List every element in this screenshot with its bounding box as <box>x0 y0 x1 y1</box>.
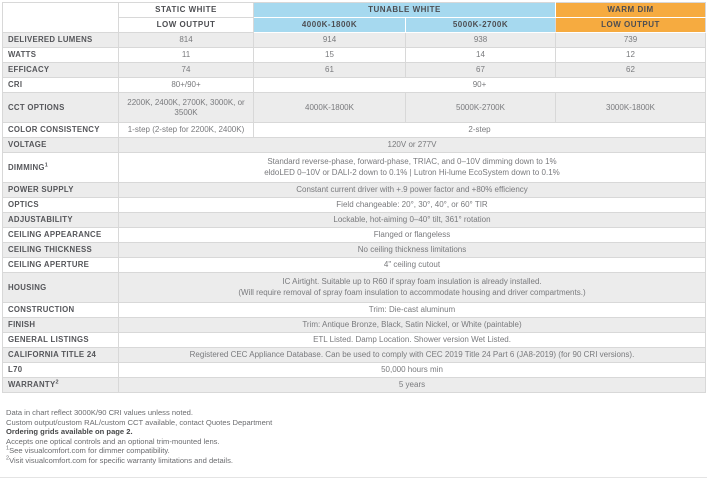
cell-cri-1: 90+ <box>254 78 706 93</box>
cell-delivered-lumens-0: 814 <box>119 33 254 48</box>
table-row-warranty <box>3 378 706 393</box>
row-label-ceiling-thickness: CEILING THICKNESS <box>3 243 119 258</box>
subheader-0-low-output: LOW OUTPUT <box>119 18 254 33</box>
subheader-1-4000k-1800k: 4000K-1800K <box>254 18 406 33</box>
row-label-watts: WATTS <box>3 48 119 63</box>
cell-l70-0: 50,000 hours min <box>119 363 706 378</box>
cell-delivered-lumens-2: 938 <box>406 33 556 48</box>
cell-dimming-0: Standard reverse-phase, forward-phase, TRIAC, and 0–10V dimming down to 1% eldoLED 0–10V or DALI-2 down to 0.1% | Lutron Hi-lume EcoSystem down to 0.1% <box>119 153 706 183</box>
table-row-cct-options <box>3 93 706 123</box>
cell-ceiling-thickness-0: No ceiling thickness limitations <box>119 243 706 258</box>
header-group-warm-dim: WARM DIM <box>556 3 706 18</box>
cell-ceiling-aperture-0: 4" ceiling cutout <box>119 258 706 273</box>
footnote-line-3: Ordering grids available on page 2. <box>6 427 133 437</box>
cell-color-consistency-0: 1-step (2-step for 2200K, 2400K) <box>119 123 254 138</box>
cell-cct-options-0: 2200K, 2400K, 2700K, 3000K, or 3500K <box>119 93 254 123</box>
cell-power-supply-0: Constant current driver with +.9 power factor and +80% efficiency <box>119 183 706 198</box>
cell-color-consistency-1: 2-step <box>254 123 706 138</box>
footnote-ref: 1 <box>44 161 49 168</box>
table-row-construction <box>3 303 706 318</box>
cell-cct-options-3: 3000K-1800K <box>556 93 706 123</box>
spec-table-header <box>3 3 706 33</box>
table-row-ceiling-appearance <box>3 228 706 243</box>
row-label-dimming: DIMMING$^1$ <box>3 153 119 183</box>
footnote-line-2: Custom output/custom RAL/custom CCT available, contact Quotes Department <box>6 417 273 427</box>
row-label-california-title-24: CALIFORNIA TITLE 24 <box>3 348 119 363</box>
subheader-2-5000k-2700k: 5000K-2700K <box>406 18 556 33</box>
cell-housing-0: IC Airtight. Suitable up to R60 if spray foam insulation is already installed. (Will require removal of spray foam insulation to accommodate housing and driver compartments.) <box>119 273 706 303</box>
table-row-california-title-24 <box>3 348 706 363</box>
cell-ceiling-appearance-0: Flanged or flangeless <box>119 228 706 243</box>
footnote-line-5: $^1$See visualcomfort.com for dimmer compatibility. <box>6 445 170 456</box>
cell-adjustability-0: Lockable, hot-aiming 0–40° tilt, 361° rotation <box>119 213 706 228</box>
table-row-l70 <box>3 363 706 378</box>
row-label-ceiling-aperture: CEILING APERTURE <box>3 258 119 273</box>
row-label-efficacy: EFFICACY <box>3 63 119 78</box>
row-label-voltage: VOLTAGE <box>3 138 119 153</box>
row-label-color-consistency: COLOR CONSISTENCY <box>3 123 119 138</box>
footnote-line-1: Data in chart reflect 3000K/90 CRI values unless noted. <box>6 408 193 417</box>
header-group-static-white: STATIC WHITE <box>119 3 254 18</box>
row-label-power-supply: POWER SUPPLY <box>3 183 119 198</box>
cell-general-listings-0: ETL Listed. Damp Location. Shower version Wet Listed. <box>119 333 706 348</box>
cell-delivered-lumens-1: 914 <box>254 33 406 48</box>
cell-efficacy-1: 61 <box>254 63 406 78</box>
footnote-line-4: Accepts one optical controls and an optional trim-mounted lens. <box>6 436 220 446</box>
header-group-tunable-white: TUNABLE WHITE <box>254 3 556 18</box>
cell-construction-0: Trim: Die-cast aluminum <box>119 303 706 318</box>
footnote-marker: 1 <box>6 445 10 452</box>
row-label-warranty: WARRANTY$^2$ <box>3 378 119 393</box>
table-row-color-consistency <box>3 123 706 138</box>
subheader-3-low-output: LOW OUTPUT <box>556 18 706 33</box>
table-row-ceiling-thickness <box>3 243 706 258</box>
row-label-general-listings: GENERAL LISTINGS <box>3 333 119 348</box>
cell-watts-3: 12 <box>556 48 706 63</box>
row-label-adjustability: ADJUSTABILITY <box>3 213 119 228</box>
table-row-cri <box>3 78 706 93</box>
row-label-construction: CONSTRUCTION <box>3 303 119 318</box>
table-row-delivered-lumens <box>3 33 706 48</box>
cell-delivered-lumens-3: 739 <box>556 33 706 48</box>
cell-cct-options-1: 4000K-1800K <box>254 93 406 123</box>
table-row-finish <box>3 318 706 333</box>
table-row-efficacy <box>3 63 706 78</box>
footnote-line-6: $^2$Visit visualcomfort.com for specific warranty limitations and details. <box>6 455 234 465</box>
row-label-cri: CRI <box>3 78 119 93</box>
row-label-ceiling-appearance: CEILING APPEARANCE <box>3 228 119 243</box>
table-row-general-listings <box>3 333 706 348</box>
table-row-voltage <box>3 138 706 153</box>
footnotes <box>6 408 705 466</box>
row-label-finish: FINISH <box>3 318 119 333</box>
cell-watts-1: 15 <box>254 48 406 63</box>
cell-efficacy-3: 62 <box>556 63 706 78</box>
cell-warranty-0: 5 years <box>119 378 706 393</box>
footnote-ref: 2 <box>55 379 59 386</box>
table-row-power-supply <box>3 183 706 198</box>
cell-watts-0: 11 <box>119 48 254 63</box>
row-label-delivered-lumens: DELIVERED LUMENS <box>3 33 119 48</box>
cell-watts-2: 14 <box>406 48 556 63</box>
cell-cri-0: 80+/90+ <box>119 78 254 93</box>
spec-table <box>2 2 706 393</box>
table-row-optics <box>3 198 706 213</box>
cell-efficacy-2: 67 <box>406 63 556 78</box>
spec-table-body <box>3 33 706 393</box>
bottom-divider <box>0 477 707 478</box>
cell-optics-0: Field changeable: 20°, 30°, 40°, or 60° TIR <box>119 198 706 213</box>
table-row-adjustability <box>3 213 706 228</box>
table-row-dimming <box>3 153 706 183</box>
corner-cell <box>3 3 119 33</box>
table-row-ceiling-aperture <box>3 258 706 273</box>
row-label-cct-options: CCT OPTIONS <box>3 93 119 123</box>
cell-california-title-24-0: Registered CEC Appliance Database. Can be used to comply with CEC 2019 Title 24 Part 6 (JA8-2019) (for 90 CRI versions). <box>119 348 706 363</box>
table-row-watts <box>3 48 706 63</box>
row-label-optics: OPTICS <box>3 198 119 213</box>
row-label-housing: HOUSING <box>3 273 119 303</box>
cell-voltage-0: 120V or 277V <box>119 138 706 153</box>
footnote-marker: 2 <box>6 455 10 462</box>
cell-cct-options-2: 5000K-2700K <box>406 93 556 123</box>
table-row-housing <box>3 273 706 303</box>
cell-finish-0: Trim: Antique Bronze, Black, Satin Nickel, or White (paintable) <box>119 318 706 333</box>
cell-efficacy-0: 74 <box>119 63 254 78</box>
row-label-l70: L70 <box>3 363 119 378</box>
